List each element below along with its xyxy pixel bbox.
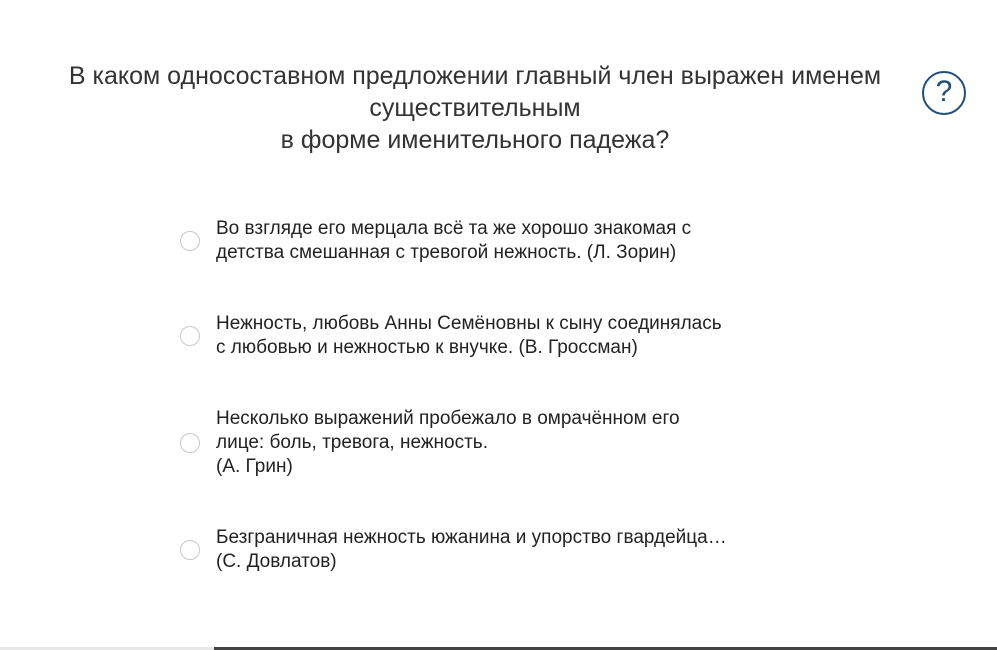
answer-text	[216, 312, 722, 360]
answer-text	[216, 407, 680, 479]
answer-line: Во взгляде его мерцала всё та же хорошо знакомая с	[216, 218, 692, 239]
answer-line: с любовью и нежностью к внучке. (В. Гроссман)	[216, 337, 638, 358]
answer-line: (А. Грин)	[216, 456, 293, 477]
answer-text	[216, 526, 727, 574]
answer-text	[216, 217, 691, 265]
radio-button[interactable]	[180, 540, 200, 560]
answer-option-1[interactable]	[180, 217, 800, 265]
radio-button[interactable]	[180, 231, 200, 251]
question-line: в форме именительного падежа?	[280, 126, 670, 154]
answer-line: (С. Довлатов)	[216, 551, 337, 572]
answer-line: лице: боль, тревога, нежность.	[216, 432, 488, 453]
answer-line: Безграничная нежность южанина и упорство гвардейца…	[216, 527, 727, 548]
radio-button[interactable]	[180, 433, 200, 453]
answer-line: детства смешанная с тревогой нежность. (Л. Зорин)	[216, 242, 677, 263]
answer-line: Нежность, любовь Анны Семёновны к сыну соединялась	[216, 313, 722, 334]
question-circle-icon: ?	[935, 75, 953, 108]
answer-option-2[interactable]	[180, 312, 800, 360]
radio-button[interactable]	[180, 326, 200, 346]
question-line: В каком односоставном предложении главный член выражен именем	[68, 62, 882, 90]
question-line: существительным	[369, 94, 581, 122]
answer-option-4[interactable]	[180, 526, 800, 574]
answer-line: Несколько выражений пробежало в омрачённом его	[216, 408, 680, 429]
answer-option-3[interactable]	[180, 407, 800, 479]
